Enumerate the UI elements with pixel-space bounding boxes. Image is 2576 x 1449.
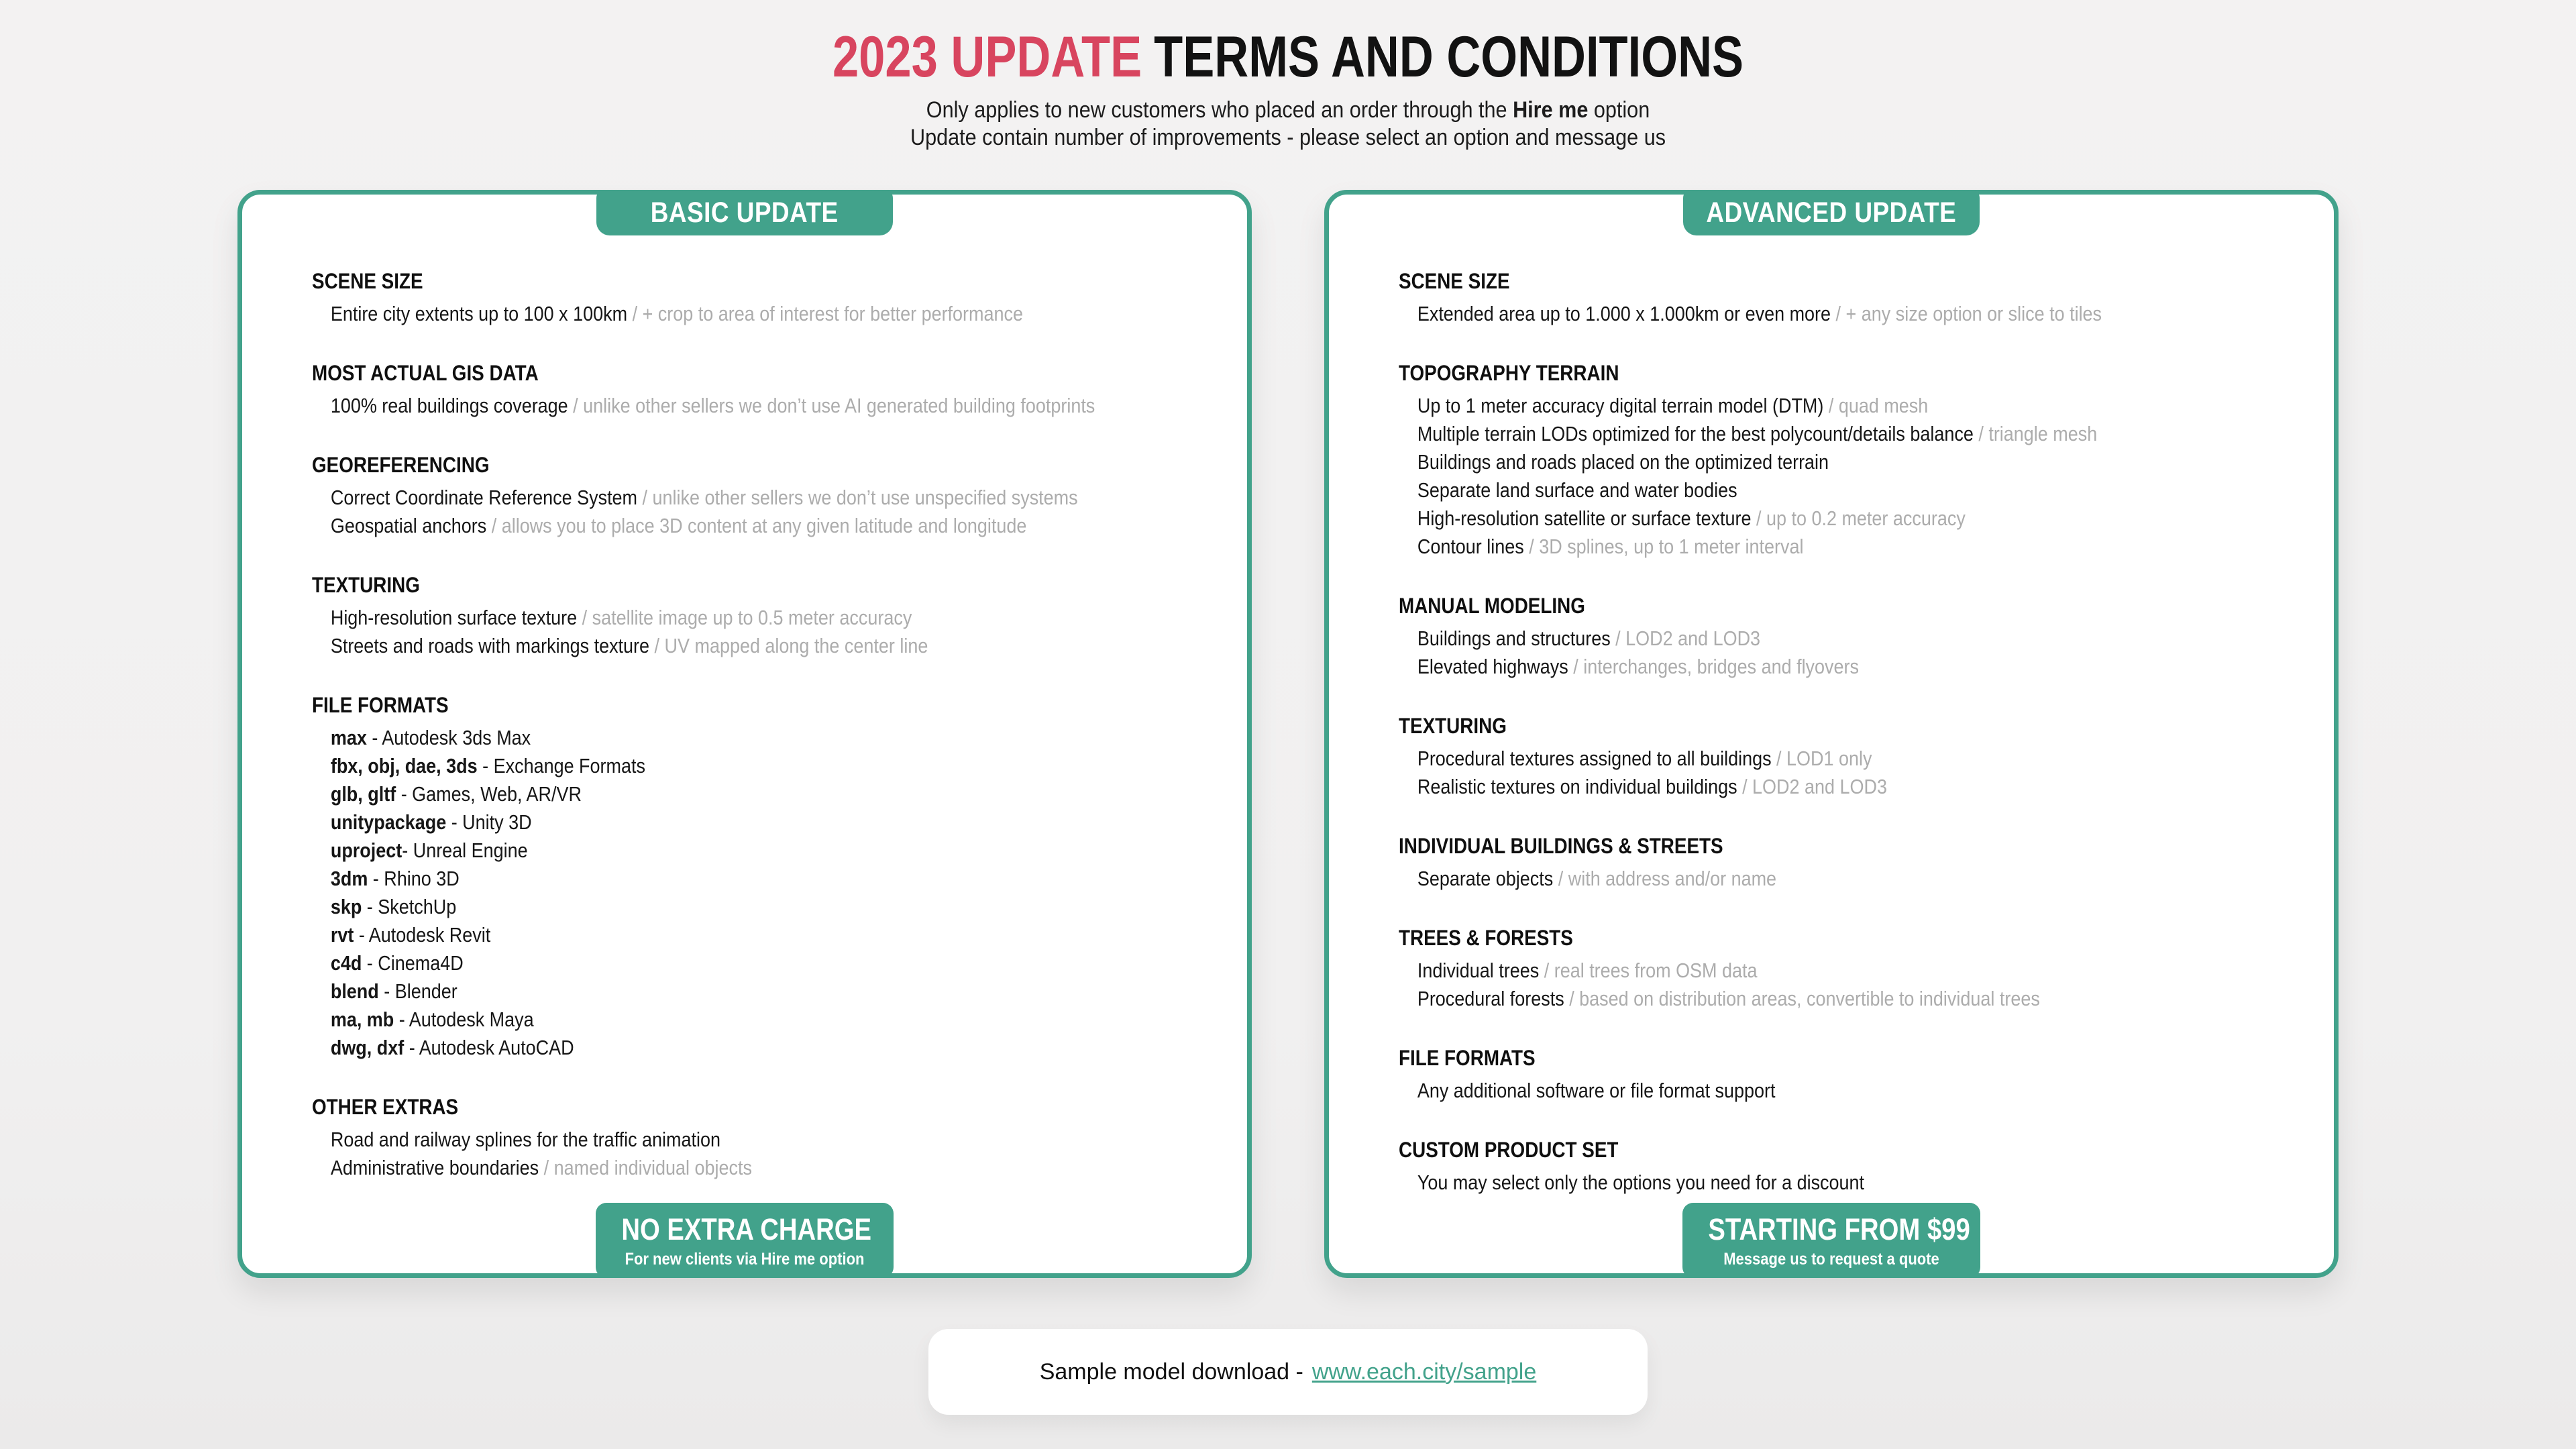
- feature-item-strong: skp: [330, 895, 362, 918]
- section-title: TEXTURING: [312, 573, 420, 597]
- section-file-formats: [312, 692, 1216, 1062]
- section-title: INDIVIDUAL BUILDINGS & STREETS: [1399, 834, 1723, 858]
- section-individual-buildings-streets: [1399, 833, 2303, 893]
- feature-item: [312, 512, 1099, 540]
- card-basic-badge-title: NO EXTRA CHARGE: [621, 1212, 872, 1246]
- feature-item: [312, 808, 1099, 837]
- page-header: [0, 0, 2576, 152]
- feature-item: [1399, 773, 2186, 801]
- feature-item: [312, 632, 1099, 660]
- feature-item-strong: c4d: [330, 951, 362, 975]
- feature-item-main: - Autodesk 3ds Max: [366, 726, 531, 749]
- feature-item-note: / based on distribution areas, convertible to individual trees: [1564, 987, 2040, 1010]
- card-advanced-badge-title: STARTING FROM $99: [1708, 1212, 1970, 1246]
- feature-item-note: / UV mapped along the center line: [649, 634, 928, 657]
- feature-item-strong: rvt: [330, 923, 354, 947]
- feature-item-note: / satellite image up to 0.5 meter accuracy: [577, 606, 912, 629]
- feature-item: [1399, 476, 2186, 504]
- section-scene-size: [312, 268, 1216, 328]
- feature-item-main: Entire city extents up to 100 x 100km: [330, 302, 628, 325]
- feature-item-main: 100% real buildings coverage: [330, 394, 568, 417]
- section-custom-product-set: [1399, 1137, 2303, 1197]
- section-title: CUSTOM PRODUCT SET: [1399, 1138, 1619, 1162]
- feature-item: [312, 977, 1099, 1006]
- section-scene-size: [1399, 268, 2303, 328]
- card-advanced-header-label: ADVANCED UPDATE: [1706, 196, 1957, 229]
- subtitle-prefix: Only applies to new customers who placed an order through the: [926, 97, 1513, 123]
- feature-item-note: / up to 0.2 meter accuracy: [1751, 506, 1966, 530]
- feature-item-note: / LOD1 only: [1771, 747, 1872, 770]
- feature-item-main: Correct Coordinate Reference System: [330, 486, 638, 509]
- feature-item: [312, 392, 1099, 420]
- card-basic-header-tab: [596, 190, 893, 235]
- title-accent: 2023 UPDATE: [832, 25, 1142, 89]
- feature-item-main: Contour lines: [1417, 535, 1524, 558]
- feature-item: [1399, 653, 2186, 681]
- feature-item: [1399, 448, 2186, 476]
- feature-item-note: / quad mesh: [1823, 394, 1929, 417]
- feature-item-main: Procedural forests: [1417, 987, 1564, 1010]
- feature-item: [312, 300, 1099, 328]
- feature-item-note: / named individual objects: [539, 1156, 752, 1179]
- feature-item-main: Any additional software or file format support: [1417, 1079, 1776, 1102]
- feature-item: [1399, 745, 2186, 773]
- feature-item: [1399, 504, 2186, 533]
- section-title: FILE FORMATS: [312, 693, 449, 717]
- card-advanced-badge: [1682, 1203, 1980, 1278]
- feature-item-main: Realistic textures on individual buildings: [1417, 775, 1737, 798]
- feature-item: [312, 865, 1099, 893]
- feature-item: [1399, 392, 2186, 420]
- section-title: FILE FORMATS: [1399, 1046, 1536, 1070]
- footer-text: Sample model download -: [1039, 1358, 1303, 1385]
- feature-item-strong: 3dm: [330, 867, 368, 890]
- feature-item-main: High-resolution satellite or surface texture: [1417, 506, 1752, 530]
- feature-item-main: - Cinema4D: [362, 951, 464, 975]
- card-basic-content: [242, 195, 1247, 1182]
- feature-item: [312, 780, 1099, 808]
- feature-item-main: Separate land surface and water bodies: [1417, 478, 1737, 502]
- footer-box: [928, 1329, 1648, 1415]
- feature-item: [312, 752, 1099, 780]
- feature-item-note: / unlike other sellers we don’t use AI generated building footprints: [568, 394, 1095, 417]
- feature-item-note: / 3D splines, up to 1 meter interval: [1523, 535, 1804, 558]
- feature-item-main: Elevated highways: [1417, 655, 1568, 678]
- feature-item: [1399, 625, 2186, 653]
- section-trees-forests: [1399, 925, 2303, 1013]
- feature-item: [312, 604, 1099, 632]
- feature-item: [312, 1006, 1099, 1034]
- section-title: TREES & FORESTS: [1399, 926, 1573, 950]
- feature-item-main: Separate objects: [1417, 867, 1554, 890]
- feature-item-strong: ma, mb: [330, 1008, 394, 1031]
- feature-item: [312, 893, 1099, 921]
- feature-item-note: / triangle mesh: [1973, 422, 2098, 445]
- feature-item: [1399, 533, 2186, 561]
- feature-item-note: / interchanges, bridges and flyovers: [1568, 655, 1859, 678]
- card-basic-update: [237, 190, 1252, 1278]
- feature-item: [1399, 420, 2186, 448]
- feature-item-main: - Rhino 3D: [368, 867, 460, 890]
- page-title: [232, 27, 2345, 87]
- section-georeferencing: [312, 452, 1216, 540]
- feature-item-note: / with address and/or name: [1553, 867, 1777, 890]
- footer-link[interactable]: www.each.city/sample: [1311, 1358, 1537, 1385]
- feature-item-main: High-resolution surface texture: [330, 606, 578, 629]
- card-advanced-badge-subtitle: Message us to request a quote: [1723, 1250, 1939, 1269]
- card-advanced-content: [1329, 195, 2334, 1197]
- section-title: OTHER EXTRAS: [312, 1095, 459, 1119]
- feature-item: [1399, 985, 2186, 1013]
- feature-item: [312, 921, 1099, 949]
- feature-item-note: / unlike other sellers we don’t use unspecified systems: [637, 486, 1078, 509]
- feature-item-main: Procedural textures assigned to all buildings: [1417, 747, 1772, 770]
- section-manual-modeling: [1399, 593, 2303, 681]
- card-advanced-update: [1324, 190, 2339, 1278]
- feature-item-strong: glb, gltf: [330, 782, 396, 806]
- feature-item-main: Individual trees: [1417, 959, 1540, 982]
- feature-item-strong: dwg, dxf: [330, 1036, 405, 1059]
- feature-item-main: - Autodesk AutoCAD: [404, 1036, 574, 1059]
- title-main: TERMS AND CONDITIONS: [1154, 25, 1744, 89]
- feature-item-main: Road and railway splines for the traffic animation: [330, 1128, 721, 1151]
- card-basic-badge-subtitle: For new clients via Hire me option: [625, 1250, 865, 1269]
- feature-item-strong: uproject: [330, 839, 402, 862]
- feature-item-main: - Unity 3D: [446, 810, 532, 834]
- feature-item-main: Buildings and roads placed on the optimized terrain: [1417, 450, 1829, 474]
- feature-item-note: / LOD2 and LOD3: [1737, 775, 1887, 798]
- feature-item-main: Geospatial anchors: [330, 514, 487, 537]
- card-basic-header-label: BASIC UPDATE: [651, 196, 839, 229]
- section-title: SCENE SIZE: [1399, 269, 1510, 293]
- section-title: MANUAL MODELING: [1399, 594, 1585, 618]
- feature-item-main: Up to 1 meter accuracy digital terrain model (DTM): [1417, 394, 1824, 417]
- feature-item-strong: unitypackage: [330, 810, 447, 834]
- feature-item-main: You may select only the options you need for a discount: [1417, 1171, 1865, 1194]
- feature-item: [312, 949, 1099, 977]
- subtitle-hire-me: Hire me: [1513, 97, 1589, 123]
- feature-item-main: - Autodesk Revit: [354, 923, 491, 947]
- section-title: MOST ACTUAL GIS DATA: [312, 361, 539, 385]
- feature-item: [1399, 865, 2186, 893]
- feature-item-note: / + any size option or slice to tiles: [1831, 302, 2102, 325]
- feature-item: [312, 1126, 1099, 1154]
- card-advanced-header-tab: [1683, 190, 1980, 235]
- section-topography-terrain: [1399, 360, 2303, 561]
- cards-row: [0, 190, 2576, 1278]
- feature-item-main: Buildings and structures: [1417, 627, 1611, 650]
- feature-item-note: / real trees from OSM data: [1539, 959, 1758, 982]
- feature-item-main: - Blender: [378, 979, 458, 1003]
- feature-item-main: - Exchange Formats: [477, 754, 645, 777]
- feature-item: [1399, 957, 2186, 985]
- section-texturing: [1399, 713, 2303, 801]
- section-title: TEXTURING: [1399, 714, 1507, 738]
- subtitle-line-1: [129, 97, 2447, 124]
- feature-item: [1399, 1169, 2186, 1197]
- feature-item-main: Multiple terrain LODs optimized for the best polycount/details balance: [1417, 422, 1974, 445]
- section-title: GEOREFERENCING: [312, 453, 490, 477]
- feature-item-note: / allows you to place 3D content at any given latitude and longitude: [486, 514, 1027, 537]
- feature-item-main: - Games, Web, AR/VR: [396, 782, 582, 806]
- feature-item-main: Administrative boundaries: [330, 1156, 539, 1179]
- feature-item: [312, 837, 1099, 865]
- feature-item: [312, 1034, 1099, 1062]
- feature-item-strong: max: [330, 726, 367, 749]
- section-other-extras: [312, 1094, 1216, 1182]
- feature-item: [312, 1154, 1099, 1182]
- feature-item-main: Streets and roads with markings texture: [330, 634, 650, 657]
- feature-item: [1399, 1077, 2186, 1105]
- feature-item: [1399, 300, 2186, 328]
- feature-item-main: Extended area up to 1.000 x 1.000km or even more: [1417, 302, 1831, 325]
- section-texturing: [312, 572, 1216, 660]
- card-basic-badge: [596, 1203, 894, 1278]
- feature-item: [312, 484, 1099, 512]
- feature-item-main: - Unreal Engine: [402, 839, 528, 862]
- subtitle-suffix: option: [1588, 97, 1650, 123]
- feature-item-strong: fbx, obj, dae, 3ds: [330, 754, 478, 777]
- feature-item-main: - Autodesk Maya: [394, 1008, 534, 1031]
- section-file-formats: [1399, 1045, 2303, 1105]
- subtitle-line-2: Update contain number of improvements - please select an option and message us: [910, 125, 1666, 151]
- section-title: SCENE SIZE: [312, 269, 423, 293]
- feature-item: [312, 724, 1099, 752]
- feature-item-note: / LOD2 and LOD3: [1610, 627, 1761, 650]
- section-most-actual-gis-data: [312, 360, 1216, 420]
- feature-item-strong: blend: [330, 979, 379, 1003]
- section-title: TOPOGRAPHY TERRAIN: [1399, 361, 1619, 385]
- feature-item-note: / + crop to area of interest for better performance: [627, 302, 1023, 325]
- feature-item-main: - SketchUp: [362, 895, 457, 918]
